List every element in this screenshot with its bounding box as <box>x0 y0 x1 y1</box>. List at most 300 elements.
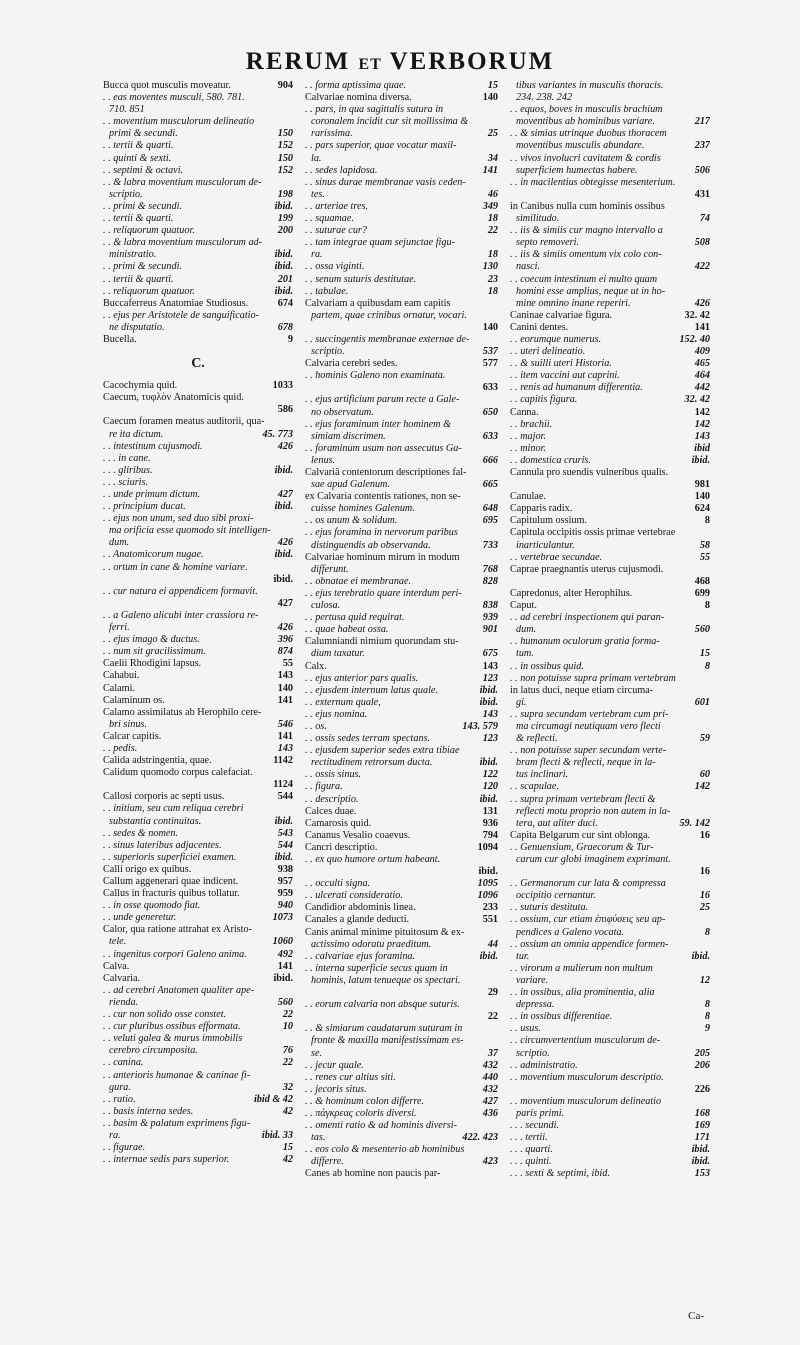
index-entry <box>305 370 498 382</box>
entry-text: . . succingentis membranae externae de- <box>305 333 470 345</box>
index-entry <box>103 298 293 310</box>
index-entry <box>510 552 710 564</box>
page-reference: 233 <box>482 902 498 914</box>
entry-text: . . ex quo humore ortum habeant. <box>305 854 441 865</box>
entry-text: distinguendis ab observanda. <box>311 539 431 551</box>
entry-text: substantia continuitas. <box>109 815 202 827</box>
page-reference: 123 <box>482 672 498 684</box>
entry-text: . . unde primum dictum. <box>103 489 201 500</box>
entry-text: . . jecur quale. <box>305 1059 364 1071</box>
entry-text: actissimo odoratu praeditum. <box>311 938 432 950</box>
entry-text: . . coecum intestinum ei multo quam <box>510 273 658 285</box>
entry-text: . . quinti & sexti. <box>103 152 172 164</box>
entry-text: Calumniandi nimium quorundam stu- <box>305 636 459 648</box>
index-entry <box>510 286 710 298</box>
index-entry <box>305 612 498 624</box>
entry-text: . . Genuensium, Graecorum & Tur- <box>510 841 654 853</box>
page-reference: 60 <box>699 769 710 781</box>
index-entry <box>305 116 498 128</box>
entry-text: Capredonus, alter Herophilus. <box>510 587 633 599</box>
page-reference: 143. 579 <box>462 720 498 732</box>
entry-text: Calidum quomodo corpus calefaciat. <box>103 767 253 779</box>
index-entry <box>103 261 293 273</box>
page-reference: 440 <box>482 1071 498 1083</box>
index-entry <box>305 661 498 673</box>
index-entry <box>103 513 293 525</box>
page-reference: 15 <box>282 1142 293 1154</box>
index-entry <box>305 346 498 358</box>
page-reference: 938 <box>277 863 293 875</box>
index-entry <box>103 404 293 416</box>
index-entry <box>305 975 498 987</box>
index-column-1 <box>103 80 293 1166</box>
index-entry <box>305 1072 498 1084</box>
page-reference: 42 <box>282 1105 293 1117</box>
entry-text: . . basis interna sedes. <box>103 1105 194 1117</box>
catchword: Ca- <box>688 1310 704 1322</box>
entry-text: . . & labra moventium musculorum de- <box>103 176 262 188</box>
index-entry <box>103 646 293 658</box>
index-entry <box>305 1168 498 1180</box>
page-reference: 8 <box>704 1011 710 1023</box>
entry-text: . . vertebrae secundae. <box>510 551 603 563</box>
index-entry <box>510 189 710 201</box>
entry-text: ra. <box>109 1129 121 1141</box>
index-entry <box>510 951 710 963</box>
entry-text: . . primi & secundi. <box>103 261 182 273</box>
entry-text: . . quae habeat ossa. <box>305 624 389 636</box>
entry-text: superficiem humectas habere. <box>516 164 638 176</box>
entry-text: Canes ab homine non paucis par- <box>305 1168 441 1180</box>
page-reference: 143 <box>694 430 710 442</box>
page-reference: 506 <box>694 164 710 176</box>
index-entry <box>510 902 710 914</box>
index-entry <box>510 781 710 793</box>
index-entry <box>510 225 710 237</box>
index-entry <box>305 576 498 588</box>
page-reference: 427 <box>277 489 293 500</box>
index-entry <box>103 392 293 404</box>
entry-text: . . domestica cruris. <box>510 454 591 466</box>
entry-text: variare. <box>516 974 549 986</box>
index-entry <box>510 673 710 685</box>
index-entry <box>510 1035 710 1047</box>
page-reference: 131 <box>482 805 498 817</box>
entry-text: . . & suilli uteri Historia. <box>510 358 612 370</box>
index-entry <box>103 334 293 346</box>
entry-text: . . pertusa quid requirat. <box>305 612 405 624</box>
entry-text: Caput. <box>510 600 537 612</box>
index-entry <box>103 189 293 201</box>
entry-text: . . ejusdem internum latus quale. <box>305 684 438 696</box>
index-entry <box>103 997 293 1009</box>
page-reference: 200 <box>277 225 293 237</box>
page-reference: 169 <box>694 1120 710 1132</box>
entry-text: Cancri descriptio. <box>305 841 378 853</box>
index-entry <box>510 914 710 926</box>
page-reference: 432 <box>482 1059 498 1071</box>
page-reference: 37 <box>487 1047 498 1059</box>
page-reference: 349 <box>482 200 498 212</box>
page-reference: 939 <box>482 612 498 624</box>
index-entry <box>103 840 293 852</box>
index-entry <box>305 999 498 1011</box>
entry-text: . . ossium an omnia appendice formen- <box>510 938 669 950</box>
page-reference: 140 <box>482 92 498 104</box>
page-reference: 32. 42 <box>684 309 710 321</box>
index-entry <box>510 274 710 286</box>
index-entry <box>103 177 293 189</box>
page-reference: 122 <box>482 769 498 781</box>
entry-text: tus inclinari. <box>516 769 569 781</box>
entry-text: . . ingenitus corpori Galeno anima. <box>103 948 247 960</box>
index-entry <box>305 636 498 648</box>
page-reference: 1124 <box>273 779 293 791</box>
index-entry <box>103 104 293 116</box>
entry-text: mine omnino inane reperiri. <box>516 297 631 309</box>
entry-text: Calor, qua ratione attrahat ex Aristo- <box>103 924 252 936</box>
entry-text: . . tertii & quarti. <box>103 140 174 152</box>
page-reference: 901 <box>482 624 498 636</box>
index-entry <box>510 1096 710 1108</box>
index-entry <box>510 842 710 854</box>
page-reference: ibid. <box>479 757 498 769</box>
entry-text: Bucella. <box>103 333 137 345</box>
index-entry <box>305 322 498 334</box>
page-reference: 143 <box>482 708 498 720</box>
entry-text: . . in ossibus quid. <box>510 660 584 672</box>
page-reference: 123 <box>482 733 498 745</box>
page-reference: 436 <box>482 1107 498 1119</box>
page-reference: 76 <box>282 1045 293 1057</box>
index-entry <box>305 1084 498 1096</box>
entry-text: . . os. <box>305 720 327 732</box>
index-entry <box>103 92 293 104</box>
index-entry <box>510 733 710 745</box>
index-entry <box>510 1011 710 1023</box>
index-entry <box>103 1009 293 1021</box>
page-reference: 74 <box>699 213 710 225</box>
index-entry <box>103 477 293 489</box>
entry-text: . . ejus per Aristotele de sanguificatio- <box>103 309 260 321</box>
entry-text: . . moventium musculorum delineatio <box>510 1095 662 1107</box>
index-entry <box>103 429 293 441</box>
entry-text: . . . in cane. <box>103 452 151 464</box>
entry-text: homini esse amplius, neque ut in ho- <box>516 285 666 297</box>
index-entry <box>510 636 710 648</box>
entry-text: . . Anatomicorum nugae. <box>103 549 204 561</box>
entry-text: rienda. <box>109 996 139 1008</box>
index-entry <box>305 479 498 491</box>
entry-text: . . ejus nomina. <box>305 708 368 720</box>
entry-text: . . non potuisse super secundam verte- <box>510 745 667 757</box>
index-entry <box>510 455 710 467</box>
page-reference: 794 <box>482 829 498 841</box>
entry-text: . . cur pluribus ossibus efformata. <box>103 1021 241 1033</box>
index-entry <box>103 249 293 261</box>
entry-text: . . descriptio. <box>305 793 359 805</box>
entry-text: ma circumagi neutiquam vero flecti <box>516 720 661 732</box>
entry-text: . . ejus artificium parum recte a Gale- <box>305 394 460 406</box>
entry-text: . . ossa viginti. <box>305 261 365 273</box>
entry-text: simiam discrimen. <box>311 430 386 442</box>
entry-text: Caelii Rhodigini lapsus. <box>103 658 202 670</box>
index-entry <box>103 731 293 743</box>
entry-text: . . in ossibus differentiae. <box>510 1011 613 1023</box>
entry-text: . . calvariae ejus foramina. <box>305 950 416 962</box>
entry-text: fronte & maxilla manifestissimam es- <box>311 1035 464 1047</box>
index-entry <box>510 431 710 443</box>
entry-text: . . initium, seu cum reliqua cerebri <box>103 803 244 815</box>
index-entry <box>305 806 498 818</box>
entry-text: . . & hominum colon differre. <box>305 1095 425 1107</box>
page-reference: 936 <box>482 817 498 829</box>
entry-text: . . renes cur altius siti. <box>305 1071 396 1083</box>
page-reference: 59 <box>699 733 710 745</box>
entry-text: . . arteriae tres. <box>305 200 369 212</box>
entry-text: . . sedes & nomen. <box>103 827 178 839</box>
index-entry <box>305 721 498 733</box>
page-reference: 422. 423 <box>462 1132 498 1144</box>
index-entry <box>305 431 498 443</box>
page-reference: ibid. <box>274 200 293 212</box>
entry-text: . . item vaccini aut caprini. <box>510 370 620 382</box>
index-entry <box>305 830 498 842</box>
index-entry <box>510 866 710 878</box>
page-reference: 143 <box>277 742 293 754</box>
index-entry <box>103 489 293 501</box>
index-entry <box>103 1021 293 1033</box>
entry-text: rarissima. <box>311 128 353 140</box>
entry-text: . . capitis figura. <box>510 394 578 406</box>
page-reference: 648 <box>482 503 498 515</box>
index-entry <box>510 310 710 322</box>
page-reference: 1142 <box>273 755 293 767</box>
entry-text: Canulae. <box>510 491 546 503</box>
page-reference: 120 <box>482 781 498 793</box>
entry-text: no observatum. <box>311 406 374 418</box>
page-reference: 828 <box>482 575 498 587</box>
entry-text: ferri. <box>109 622 130 634</box>
entry-text: sae apud Galenum. <box>311 479 390 491</box>
index-entry <box>305 673 498 685</box>
entry-text: . . . sciuris. <box>103 476 148 488</box>
entry-text: . . uteri delineatio. <box>510 346 586 358</box>
index-entry <box>510 1048 710 1060</box>
index-entry <box>510 334 710 346</box>
index-entry <box>103 1082 293 1094</box>
entry-text: . . eorum calvaria non absque suturis. <box>305 999 460 1011</box>
page-reference: 874 <box>277 646 293 658</box>
index-entry <box>103 380 293 392</box>
entry-text: . . ossis sedes terram spectans. <box>305 733 431 745</box>
index-entry <box>103 779 293 791</box>
page-reference: 8 <box>704 600 710 612</box>
page-reference: 16 <box>699 866 710 878</box>
page-reference: 551 <box>482 914 498 926</box>
index-entry <box>305 709 498 721</box>
index-entry <box>103 1130 293 1142</box>
index-entry <box>103 213 293 225</box>
page-reference: 537 <box>482 346 498 358</box>
entry-text: moventibus ab hominibus variare. <box>516 116 655 128</box>
entry-text: Callum aggenerari quae indicent. <box>103 876 239 887</box>
entry-text: se. <box>311 1047 323 1059</box>
entry-text: . . non potuisse supra primam vertebram <box>510 672 676 684</box>
entry-text: Cacochymia quid. <box>103 380 178 392</box>
page-reference: 633 <box>482 430 498 442</box>
index-entry <box>305 987 498 999</box>
page-reference: ibid. <box>273 972 293 984</box>
page-reference: ibid. <box>274 261 293 273</box>
entry-text: Calida adstringentia, quae. <box>103 755 212 767</box>
index-entry <box>305 745 498 757</box>
index-entry <box>305 140 498 152</box>
page-reference: 142 <box>694 418 710 430</box>
page-reference: 442 <box>694 382 710 394</box>
entry-text: . . eos colo & mesenterio ab hominibus <box>305 1144 465 1156</box>
index-entry <box>103 900 293 912</box>
page-reference: 130 <box>482 261 498 273</box>
page-reference: ibid. <box>479 684 498 696</box>
entry-text: . . ejusdem superior sedes extra tibiae <box>305 745 460 757</box>
index-entry <box>305 1011 498 1023</box>
index-entry <box>510 419 710 431</box>
index-entry <box>305 1132 498 1144</box>
page-reference: 206 <box>694 1059 710 1071</box>
index-entry <box>510 540 710 552</box>
page-reference: 1096 <box>477 890 498 902</box>
page-reference: 143 <box>482 660 498 672</box>
page-reference: 426 <box>277 622 293 634</box>
index-entry <box>305 104 498 116</box>
entry-text: . . ejus anterior pars qualis. <box>305 672 419 684</box>
page-reference: 150 <box>277 152 293 164</box>
entry-text <box>103 598 106 609</box>
index-entry <box>510 1132 710 1144</box>
index-entry <box>103 949 293 961</box>
entry-text: Calli origo ex quibus. <box>103 863 192 875</box>
page-reference: 1095 <box>477 878 498 890</box>
entry-text: tes. <box>311 188 325 200</box>
index-entry <box>510 794 710 806</box>
entry-text: Calvariam a quibusdam eam capitis <box>305 297 451 309</box>
page-reference: ibid. <box>274 815 293 827</box>
index-entry <box>103 719 293 731</box>
page-reference: ibid. <box>691 1156 710 1168</box>
index-entry <box>510 491 710 503</box>
entry-text: Caecum, τυφλὸν Anatomicis quid. <box>103 392 244 404</box>
index-entry <box>103 743 293 755</box>
entry-text: . . pars superior, quae vocatur maxil- <box>305 140 457 152</box>
entry-text: . . & labra moventium musculorum ad- <box>103 237 263 249</box>
page-reference: 1033 <box>272 380 293 392</box>
index-entry <box>103 201 293 213</box>
entry-text: . . pedis. <box>103 742 138 754</box>
entry-text <box>510 479 513 490</box>
index-entry <box>305 310 498 322</box>
index-entry <box>510 1084 710 1096</box>
page-reference: 546 <box>277 718 293 730</box>
entry-text: . . externum quale, <box>305 696 381 708</box>
page-reference: 981 <box>694 479 710 491</box>
entry-text: cerebro circumposita. <box>109 1045 198 1057</box>
page-reference: 733 <box>482 539 498 551</box>
entry-text: . . eorumque numerus. <box>510 333 602 345</box>
page-reference: 16 <box>699 890 710 902</box>
entry-text: . . ossis sinus. <box>305 769 362 781</box>
index-entry <box>510 818 710 830</box>
entry-text: tur. <box>516 950 530 962</box>
page-reference: 768 <box>482 563 498 575</box>
entry-text: . . & simias utrinque duobus thoracem <box>510 128 667 140</box>
entry-text: . . canina. <box>103 1057 144 1069</box>
entry-text: . . intestinum cujusmodi. <box>103 440 203 452</box>
page-reference: 152. 40 <box>679 333 710 345</box>
entry-text: . . ejus imago & ductus. <box>103 634 200 646</box>
index-entry <box>510 757 710 769</box>
index-entry <box>103 453 293 465</box>
entry-text: dum. <box>516 624 537 636</box>
page-reference: 633 <box>482 382 498 394</box>
page-reference: ibid. <box>479 950 498 962</box>
header-word-et: ET <box>358 56 382 73</box>
page-reference: 666 <box>482 454 498 466</box>
entry-text: . . ejus foraminum inter hominem & <box>305 418 452 430</box>
entry-text: differre. <box>311 1156 344 1168</box>
index-entry <box>305 128 498 140</box>
entry-text: Capparis radix. <box>510 503 573 515</box>
entry-text: paris primi. <box>516 1107 565 1119</box>
entry-text: depressa. <box>516 999 555 1011</box>
index-entry <box>305 298 498 310</box>
index-entry <box>510 564 710 576</box>
index-entry <box>103 237 293 249</box>
page-reference: 141 <box>277 730 293 742</box>
index-entry <box>103 1142 293 1154</box>
index-entry <box>103 1154 293 1166</box>
entry-text: . . anterioris humanae & caninae fi- <box>103 1069 251 1081</box>
header-word-verborum: VERBORUM <box>389 48 555 75</box>
index-entry <box>103 225 293 237</box>
entry-text <box>305 322 308 333</box>
index-entry <box>305 854 498 866</box>
entry-text: . . administratio. <box>510 1059 578 1071</box>
page-reference: 141 <box>694 321 710 333</box>
entry-text: . . brachii. <box>510 418 553 430</box>
running-header <box>0 48 800 76</box>
page-reference: 468 <box>694 575 710 587</box>
index-entry <box>305 902 498 914</box>
index-entry <box>305 1144 498 1156</box>
entry-text: culosa. <box>311 600 341 612</box>
entry-text: Calvaria. <box>103 972 141 984</box>
entry-text <box>510 189 513 200</box>
entry-text: . . usus. <box>510 1023 541 1035</box>
entry-text: Capita Belgarum cur sint oblonga. <box>510 829 651 841</box>
page-reference: 142 <box>694 781 710 793</box>
page-reference: 426 <box>694 297 710 309</box>
entry-text: hominis, latum tenueque os spectari. <box>311 974 461 986</box>
entry-text: . . num sit gracilissimum. <box>103 646 206 658</box>
page-reference: 674 <box>277 297 293 309</box>
entry-text: . . πάγκρεας coloris diversi. <box>305 1107 417 1119</box>
index-entry <box>510 1060 710 1072</box>
entry-text <box>510 576 513 587</box>
page-reference: 205 <box>694 1047 710 1059</box>
index-entry <box>103 670 293 682</box>
page-reference: 25 <box>699 902 710 914</box>
